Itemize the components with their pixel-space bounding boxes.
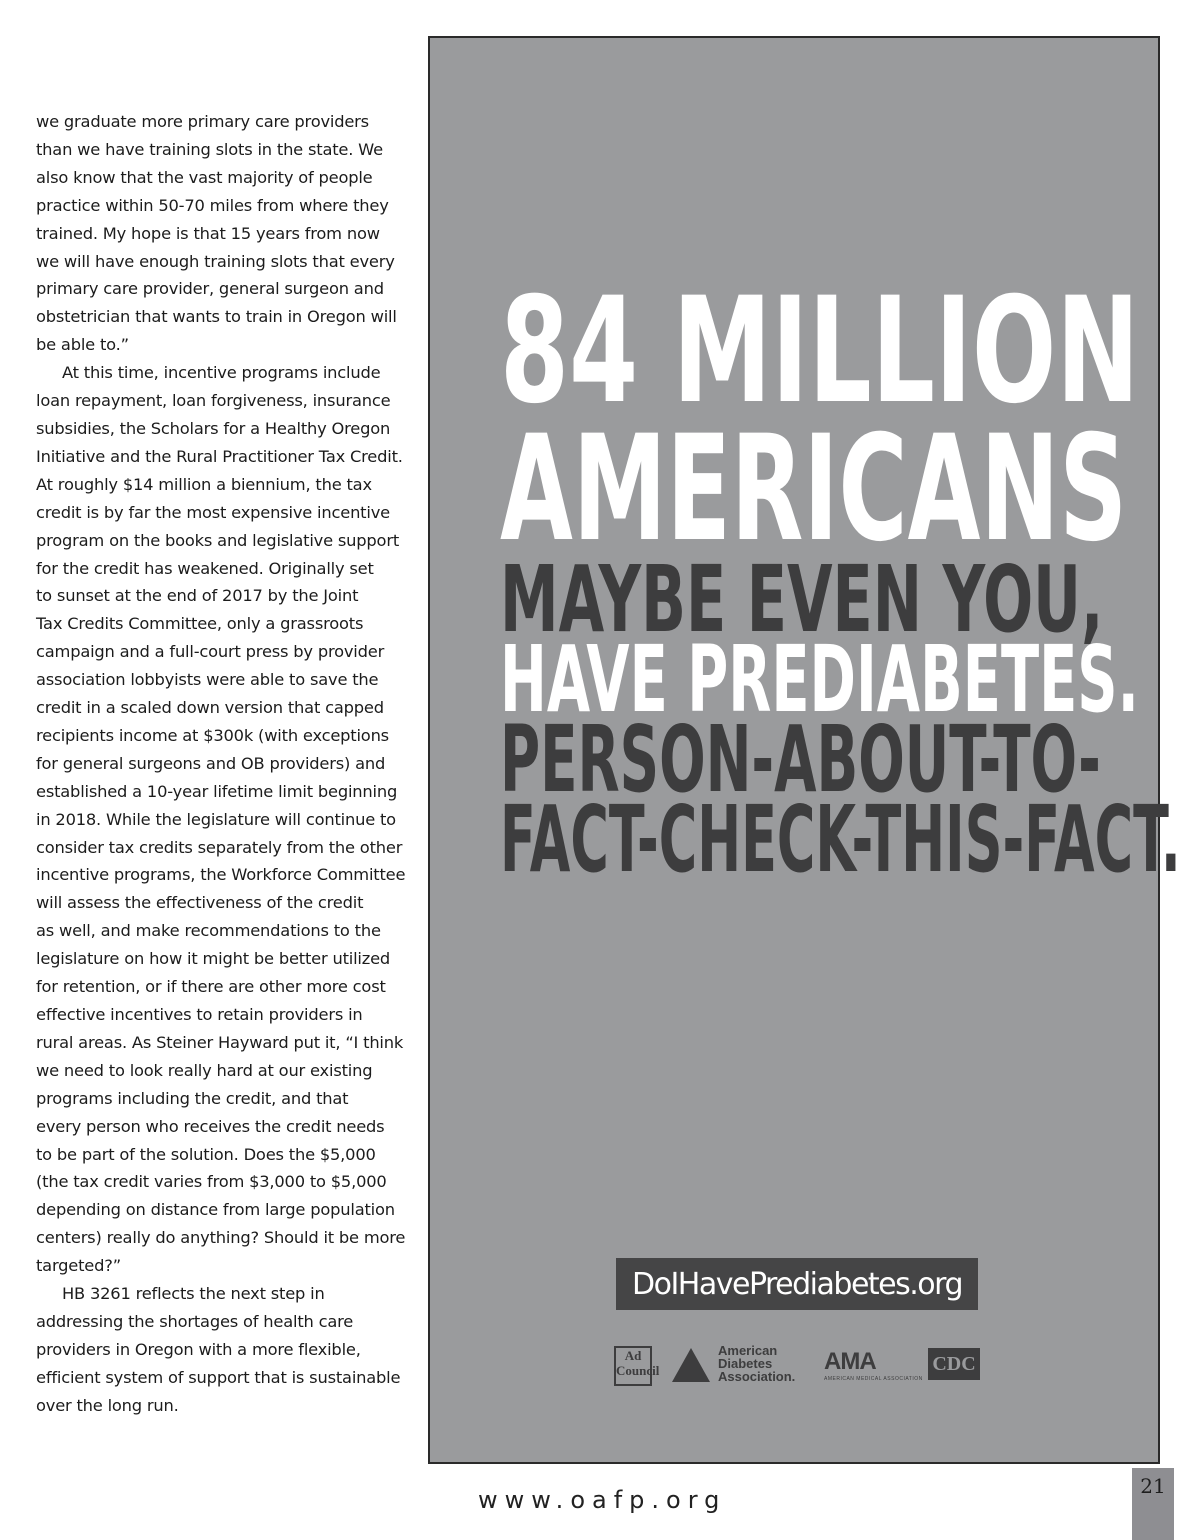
article-paragraph-3: HB 3261 reflects the next step in addressing the shortages of health care providers in Oregon with a more flexible, efficient system of support that is sustainable over the long run. [36,1284,401,1415]
headline-line-5: PERSON-ABOUT-TO- [500,706,1101,813]
ad-website-link[interactable]: DoIHavePrediabetes.org [616,1258,978,1310]
headline-line-1: 84 MILLION [500,266,1140,436]
ada-triangle-icon [672,1348,710,1382]
headline-line-6: FACT-CHECK-THIS-FACT. [500,786,1181,893]
ad-council-logo-icon: Ad Council [614,1346,652,1386]
page-number: 21 [1132,1468,1174,1540]
article-column [36,108,416,1420]
headline-line-2: AMERICANS [500,404,1128,574]
headline-line-3: MAYBE EVEN YOU, [500,546,1104,653]
article-paragraph-1: we graduate more primary care providers than we have training slots in the state. We also know that the vast majority of people practice within 50-70 miles from where they trained. My hope is that 15 years from now we will have enough training slots that every primary care provider, general surgeon and obstetrician that wants to train in Oregon will be able to.” [36,112,397,355]
cdc-logo-icon: CDC [928,1348,980,1380]
prediabetes-advertisement [428,36,1181,1464]
ada-logo-text: American Diabetes Association. [718,1343,796,1384]
ama-logo-subtitle: AMERICAN MEDICAL ASSOCIATION [824,1376,923,1382]
ama-logo-icon: AMA [824,1348,876,1375]
ad-headline [500,266,1181,893]
sponsor-logos [614,1343,984,1390]
article-paragraph-2: At this time, incentive programs include loan repayment, loan forgiveness, insurance subsidies, the Scholars for a Healthy Oregon Initiative and the Rural Practitioner Tax Credit. At roughly $14 million a biennium, the tax credit is by far the most expensive incentive program on the books and legislative support for the credit has weakened. Originally set to sunset at the end of 2017 by the Joint Tax Credits Committee, only a grassroots campaign and a full-court press by provider association lobbyists were able to save the credit in a scaled down version that capped recipients income at $300k (with exceptions for general surgeons and OB providers) and established a 10-year lifetime limit beginning in 2018. While the legislature will continue to consider tax credits separately from the other incentive programs, the Workforce Committee will assess the effectiveness of the credit as well, and make recommendations to the legislature on how it might be better utilized for retention, or if there are other more cost effective incentives to retain providers in rural areas. As Steiner Hayward put it, “I think we need to look really hard at our existing programs including the credit, and that every person who receives the credit needs to be part of the solution. Does the $5,000 (the tax credit varies from $3,000 to $5,000 depending on distance from large population centers) really do anything? Should it be more targeted?” [36,363,406,1276]
footer-website: www.oafp.org [478,1486,727,1514]
headline-line-4: HAVE PREDIABETES. [500,626,1139,733]
